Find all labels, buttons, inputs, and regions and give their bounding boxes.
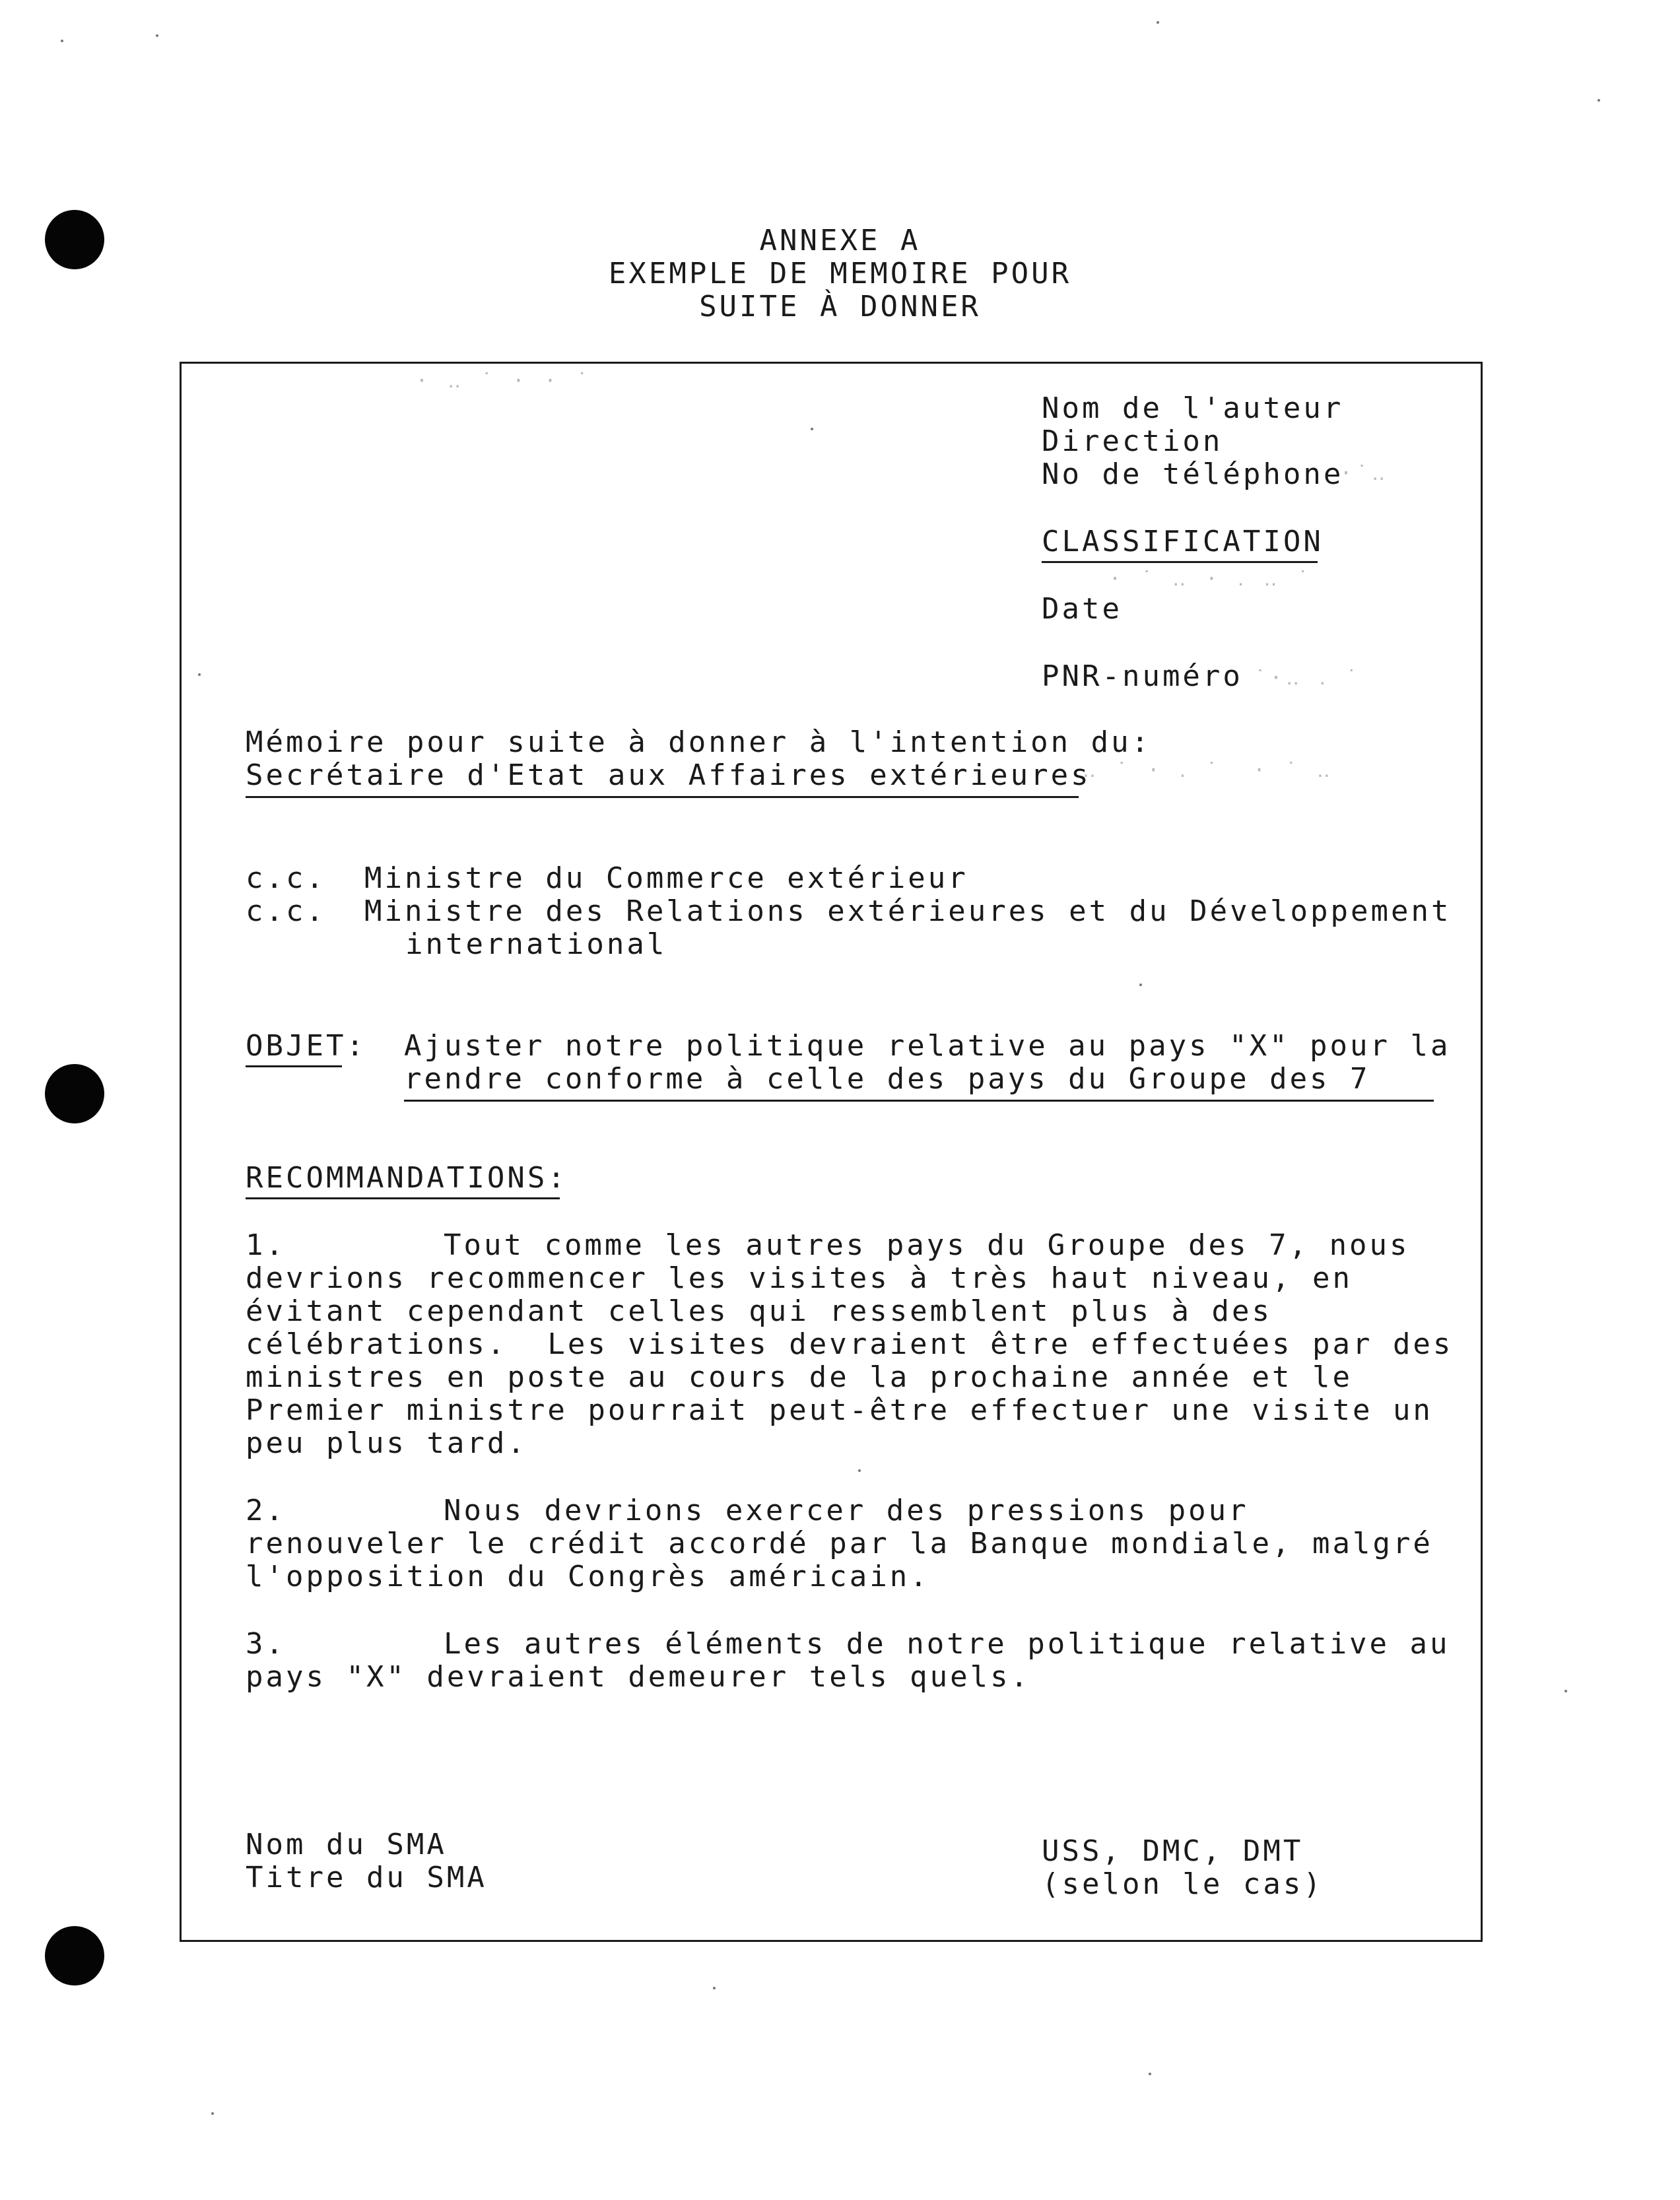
- punch-hole-bottom: [45, 1926, 104, 1985]
- scan-speck: [61, 40, 63, 42]
- recommendations-heading: RECOMMANDATIONS:: [246, 1161, 568, 1195]
- cc-recipient: Ministre des Relations extérieures et du Développement: [364, 894, 1452, 928]
- signatory-title: Titre du SMA: [246, 1861, 487, 1894]
- annex-subtitle-1: EXEMPLE DE MEMOIRE POUR: [608, 257, 1072, 290]
- objet-label-underline: [246, 1065, 342, 1067]
- scan-speck: [858, 1469, 861, 1472]
- objet-text-line-2: rendre conforme à celle des pays du Groupe des 7: [404, 1062, 1370, 1096]
- recommendation-line: devrions recommencer les visites à très haut niveau, en: [246, 1261, 1353, 1295]
- memo-frame: [180, 362, 1483, 1942]
- approver-note: (selon le cas): [1042, 1867, 1324, 1901]
- objet-text-underline: [404, 1100, 1434, 1102]
- cc-recipient-continued: international: [405, 927, 667, 961]
- cc-label: c.c.: [246, 861, 326, 895]
- author-phone: No de téléphone: [1042, 457, 1344, 491]
- annex-subtitle-2: SUITE À DONNER: [699, 290, 981, 323]
- recommendation-line: pays "X" devraient demeurer tels quels.: [246, 1660, 1031, 1694]
- memo-recipient: Secrétaire d'Etat aux Affaires extérieures: [246, 758, 1091, 792]
- objet-text-line-1: Ajuster notre politique relative au pays "X" pour la: [404, 1029, 1451, 1063]
- scan-speck: [211, 2112, 214, 2115]
- scan-noise: ·˙‥: [1340, 462, 1390, 485]
- pnr-number-label: PNR-numéro: [1042, 659, 1243, 693]
- signatory-name: Nom du SMA: [246, 1828, 447, 1861]
- recommendation-line: renouveler le crédit accordé par la Banque mondiale, malgré: [246, 1527, 1433, 1560]
- recommendation-first-line: Nous devrions exercer des pressions pour: [444, 1494, 1249, 1527]
- recommendation-line: ministres en poste au cours de la prochaine année et le: [246, 1360, 1353, 1394]
- scan-speck: [1157, 21, 1159, 24]
- recommendation-line: l'opposition du Congrès américain.: [246, 1560, 930, 1593]
- recipient-underline: [246, 796, 1079, 798]
- classification-underline: [1042, 561, 1318, 563]
- scan-speck: [811, 428, 813, 430]
- recommendation-number: 3.: [246, 1627, 286, 1661]
- recommendation-line: Premier ministre pourrait peut-être effectuer une visite un: [246, 1393, 1433, 1427]
- scan-noise: · ˙ ‥ · ․ ‥ ˙: [1109, 568, 1313, 591]
- recommendation-number: 1.: [246, 1228, 286, 1262]
- author-direction: Direction: [1042, 424, 1223, 458]
- annex-title: ANNEXE A: [759, 224, 921, 257]
- recommendation-first-line: Tout comme les autres pays du Groupe des 7, nous: [444, 1228, 1410, 1262]
- scan-noise: · ‥ ˙ · · ˙: [416, 370, 592, 393]
- scan-noise: ‥ ˙ · ․ ˙ · ˙ ‥: [1083, 759, 1334, 782]
- scan-speck: [156, 34, 158, 37]
- scan-speck: [713, 1987, 716, 1989]
- memo-intro: Mémoire pour suite à donner à l'intention du:: [246, 725, 1152, 759]
- objet-label: OBJET:: [246, 1029, 366, 1063]
- recommendations-heading-underline: [246, 1197, 560, 1199]
- cc-recipient: Ministre du Commerce extérieur: [364, 861, 968, 895]
- scan-noise: ˙·‥ ․ ˙: [1254, 667, 1362, 690]
- recommendation-number: 2.: [246, 1494, 286, 1527]
- scan-speck: [1564, 1690, 1567, 1692]
- punch-hole-middle: [45, 1064, 104, 1123]
- author-name: Nom de l'auteur: [1042, 391, 1344, 425]
- scan-speck: [198, 673, 201, 676]
- recommendation-line: évitant cependant celles qui ressemblent plus à des: [246, 1294, 1273, 1328]
- scan-speck: [1139, 983, 1142, 986]
- recommendation-first-line: Les autres éléments de notre politique relative au: [444, 1627, 1450, 1661]
- classification-label: CLASSIFICATION: [1042, 525, 1324, 558]
- scan-speck: [1597, 99, 1600, 102]
- recommendation-line: peu plus tard.: [246, 1426, 527, 1460]
- date-label: Date: [1042, 592, 1122, 626]
- recommendation-line: célébrations. Les visites devraient être effectuées par des: [246, 1327, 1454, 1361]
- cc-label: c.c.: [246, 894, 326, 928]
- approver-roles: USS, DMC, DMT: [1042, 1834, 1304, 1868]
- scan-speck: [1149, 2073, 1151, 2075]
